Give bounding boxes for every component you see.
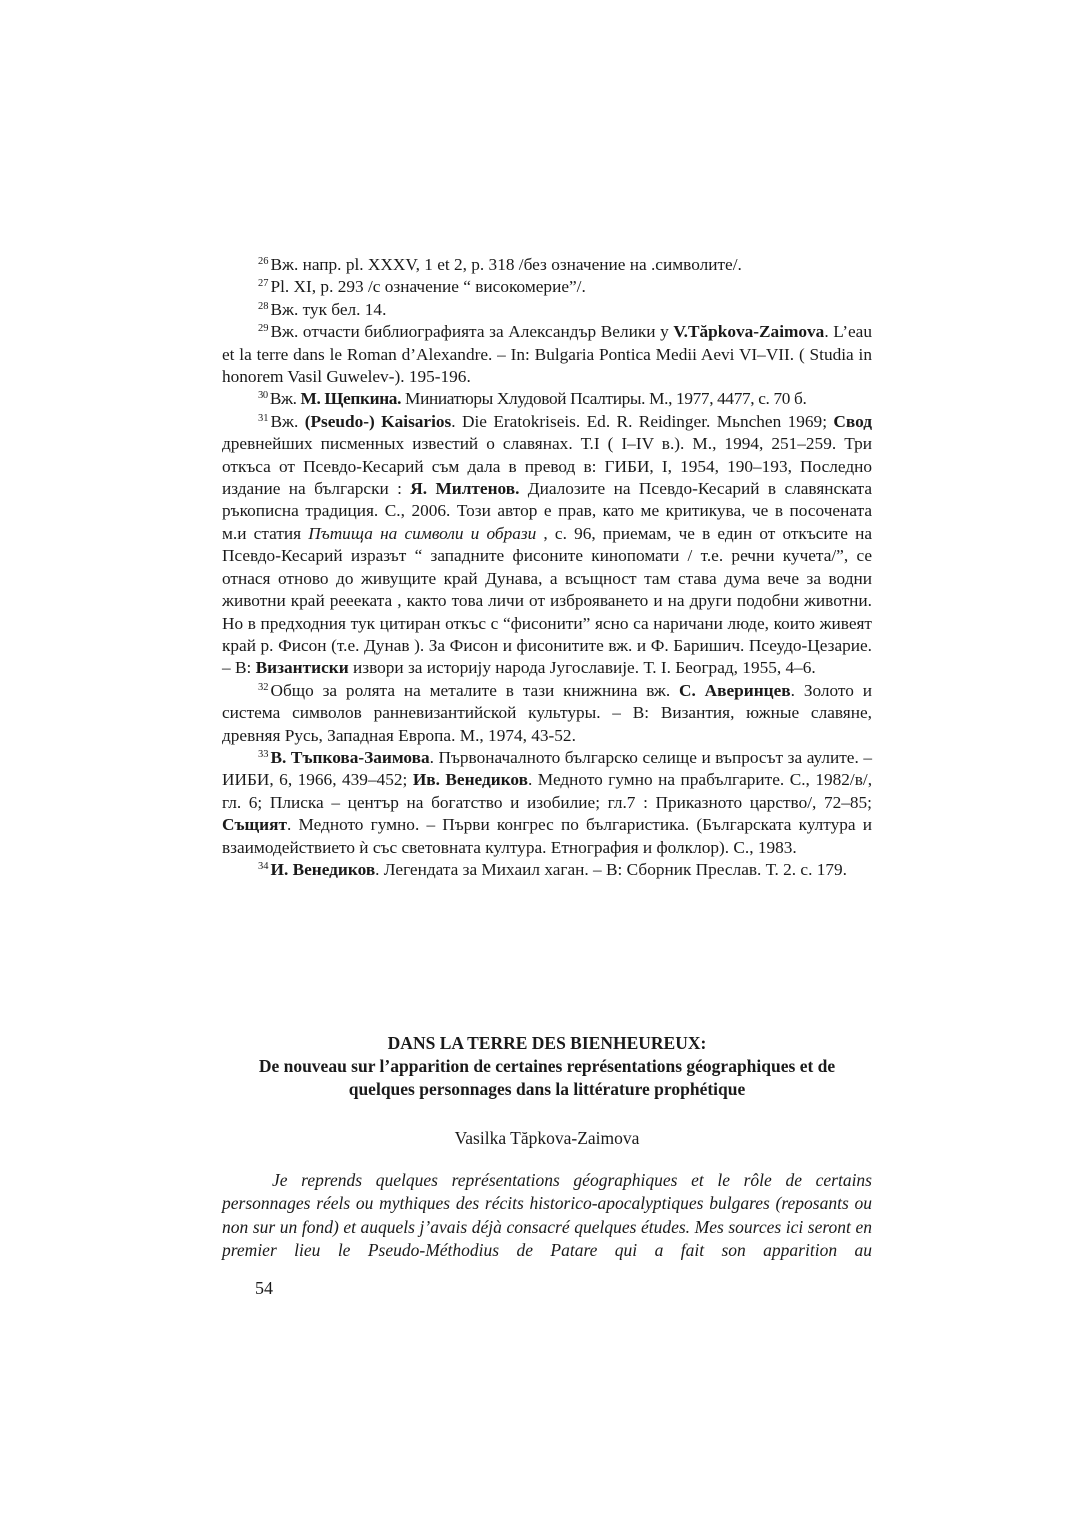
author-name: Я. Милтенов. bbox=[410, 479, 520, 499]
footnote bbox=[222, 321, 872, 388]
footnote bbox=[222, 859, 872, 881]
footnote-text: Вж. тук бел. 14. bbox=[270, 299, 387, 319]
article-section bbox=[222, 1032, 872, 1262]
source-title: Свод bbox=[833, 411, 872, 431]
footnote bbox=[222, 411, 872, 680]
footnote-text: Миниатюры Хлудовой Псалтиры. М., 1977, 4477, с. 70 б. bbox=[401, 389, 807, 409]
author-name: (Pseudo-) Kaisarios bbox=[304, 411, 452, 431]
page-number: 54 bbox=[255, 1278, 273, 1298]
footnote-text: . Първоначалното българско селище и въпросът за аулите. – ИИБИ, 6, 1966, 439–452; bbox=[222, 747, 872, 790]
footnote-text: . Медното гумно. – Първи конгрес по българистика. (Българската култура и взаимодействието ѝ със световната култура. Етнография и фолклор). С., 1983. bbox=[222, 815, 872, 857]
article-abstract: Je reprends quelques représentations géographiques et le rôle de certains personnages réels ou mythiques des récits historico-apocalyptiques bulgares (reposants ou non sur un fond) et auquels j’avais déjà consacré quelques études. Mes sources ici seront en premier lieu le Pseudo-Méthodius de Patare qui a fait son apparition au bbox=[222, 1170, 872, 1260]
author-name: Ив. Венедиков bbox=[412, 770, 528, 790]
footnote-text: . L’eau et la terre dans le Roman d’Alexandre. – In: Bulgaria Pontica Medii Aevi VI–VII. ( Studia in honorem Vasil Guwelev-). 195-196. bbox=[222, 322, 872, 387]
footnote bbox=[222, 254, 872, 276]
footnote-text: . Легендата за Михаил хаган. – В: Сборник Преслав. Т. 2. с. 179. bbox=[375, 859, 847, 879]
footnote-number: 33 bbox=[258, 748, 269, 760]
footnote bbox=[222, 747, 872, 859]
footnote-text: древнейших писменных известий о славянах. Т.I ( I–IV в.). М., 1994, 251–259. Три откъса от Псевдо-Кесарий съм дала в превод в: ГИБИ, I, 1954, 190–193, Последно издание на български : bbox=[222, 434, 872, 499]
footnote-text: Вж. отчасти библиографията за Александър Велики у bbox=[270, 322, 674, 342]
footnote-text: . Золото и система символов ранневизантийской культуры. – В: Византия, южные славяне, древняя Русь, Западная Европа. М., 1974, 43-52. bbox=[222, 680, 872, 745]
footnote-text: . Медното гумно на прабългарите. С., 1982/в/, гл. 6; Плиска – център на богатство и изобилие; гл.7 : Приказното царство/, 72–85; bbox=[222, 770, 873, 812]
article-title: Пътища на символи и образи bbox=[308, 523, 537, 543]
footnote-text: извори за историjу народа Jугославиjе. Т. I. Београд, 1955, 4–6. bbox=[348, 658, 816, 678]
footnote-number: 26 bbox=[258, 256, 269, 267]
footnote bbox=[222, 276, 872, 298]
author-name: V.Tăpkova-Zaimova bbox=[673, 322, 825, 342]
footnote-text: Вж. bbox=[270, 411, 305, 431]
footnote-number: 34 bbox=[258, 860, 269, 872]
footnote-text: Вж. bbox=[269, 389, 301, 409]
article-title: DANS LA TERRE DES BIENHEUREUX: bbox=[387, 1033, 707, 1053]
author-name: С. Аверинцев bbox=[679, 680, 791, 700]
article-subtitle-line-1: De nouveau sur l’apparition de certaines représentations géographiques et de bbox=[258, 1056, 836, 1076]
footnote-number: 30 bbox=[258, 390, 268, 402]
article-subtitle-line-2: quelques personnages dans la littérature prophétique bbox=[348, 1079, 746, 1099]
footnote-text: . Die Eratokriseis. Ed. R. Reidinger. Mьnchen 1969; bbox=[451, 411, 834, 431]
footnote bbox=[222, 680, 872, 747]
author-name: В. Тъпкова-Заимова bbox=[270, 747, 430, 767]
author-name: Същият bbox=[222, 815, 287, 835]
footnote-number: 29 bbox=[258, 323, 269, 335]
footnote-text: Общо за ролята на металите в тази книжнина вж. bbox=[270, 680, 680, 700]
footnote-text: , с. 96, приемам, че в един от откъсите на Псевдо-Кесарий изразът “ западните фисоните кинопомати / т.е. речни кучета/”, се отнася отново до живущите край Дунава, а всъщност там става дума вече за водни животни край рееeката , както това личи от изброяването и на други подобни животни. Но в предходния тук цитиран откъс с “фисонити” ясно са наричани люде, които живеят край р. Фисон (т.е. Дунав ). За Фисон и фисонитите вж. и Ф. Баришич. Псеудо-Цезарие. – В: bbox=[222, 523, 872, 678]
footnote bbox=[222, 388, 872, 410]
author-name: И. Венедиков bbox=[270, 859, 376, 879]
footnote-text: Pl. XI, p. 293 /с означение “ високомерие”/. bbox=[270, 277, 586, 297]
article-author: Vasilka Tăpkova-Zaimova bbox=[454, 1128, 640, 1148]
footnote-number: 31 bbox=[258, 412, 269, 424]
footnote-text: Вж. напр. pl. XXXV, 1 et 2, p. 318 /без означение на .символите/. bbox=[270, 255, 742, 274]
footnote bbox=[222, 299, 872, 321]
source-title: Византиски bbox=[255, 658, 349, 678]
footnote-number: 27 bbox=[258, 278, 269, 290]
author-name: М. Щепкина. bbox=[300, 389, 402, 409]
footnote-number: 32 bbox=[258, 681, 269, 693]
footnote-text: Диалозите на Псевдо-Кесарий в славянската ръкописна традиция. С., 2006. Този автор е прав, като ме критикува, че в посочената м.и статия bbox=[222, 479, 872, 543]
footnote-number: 28 bbox=[258, 300, 269, 312]
footnotes-section bbox=[222, 254, 872, 881]
